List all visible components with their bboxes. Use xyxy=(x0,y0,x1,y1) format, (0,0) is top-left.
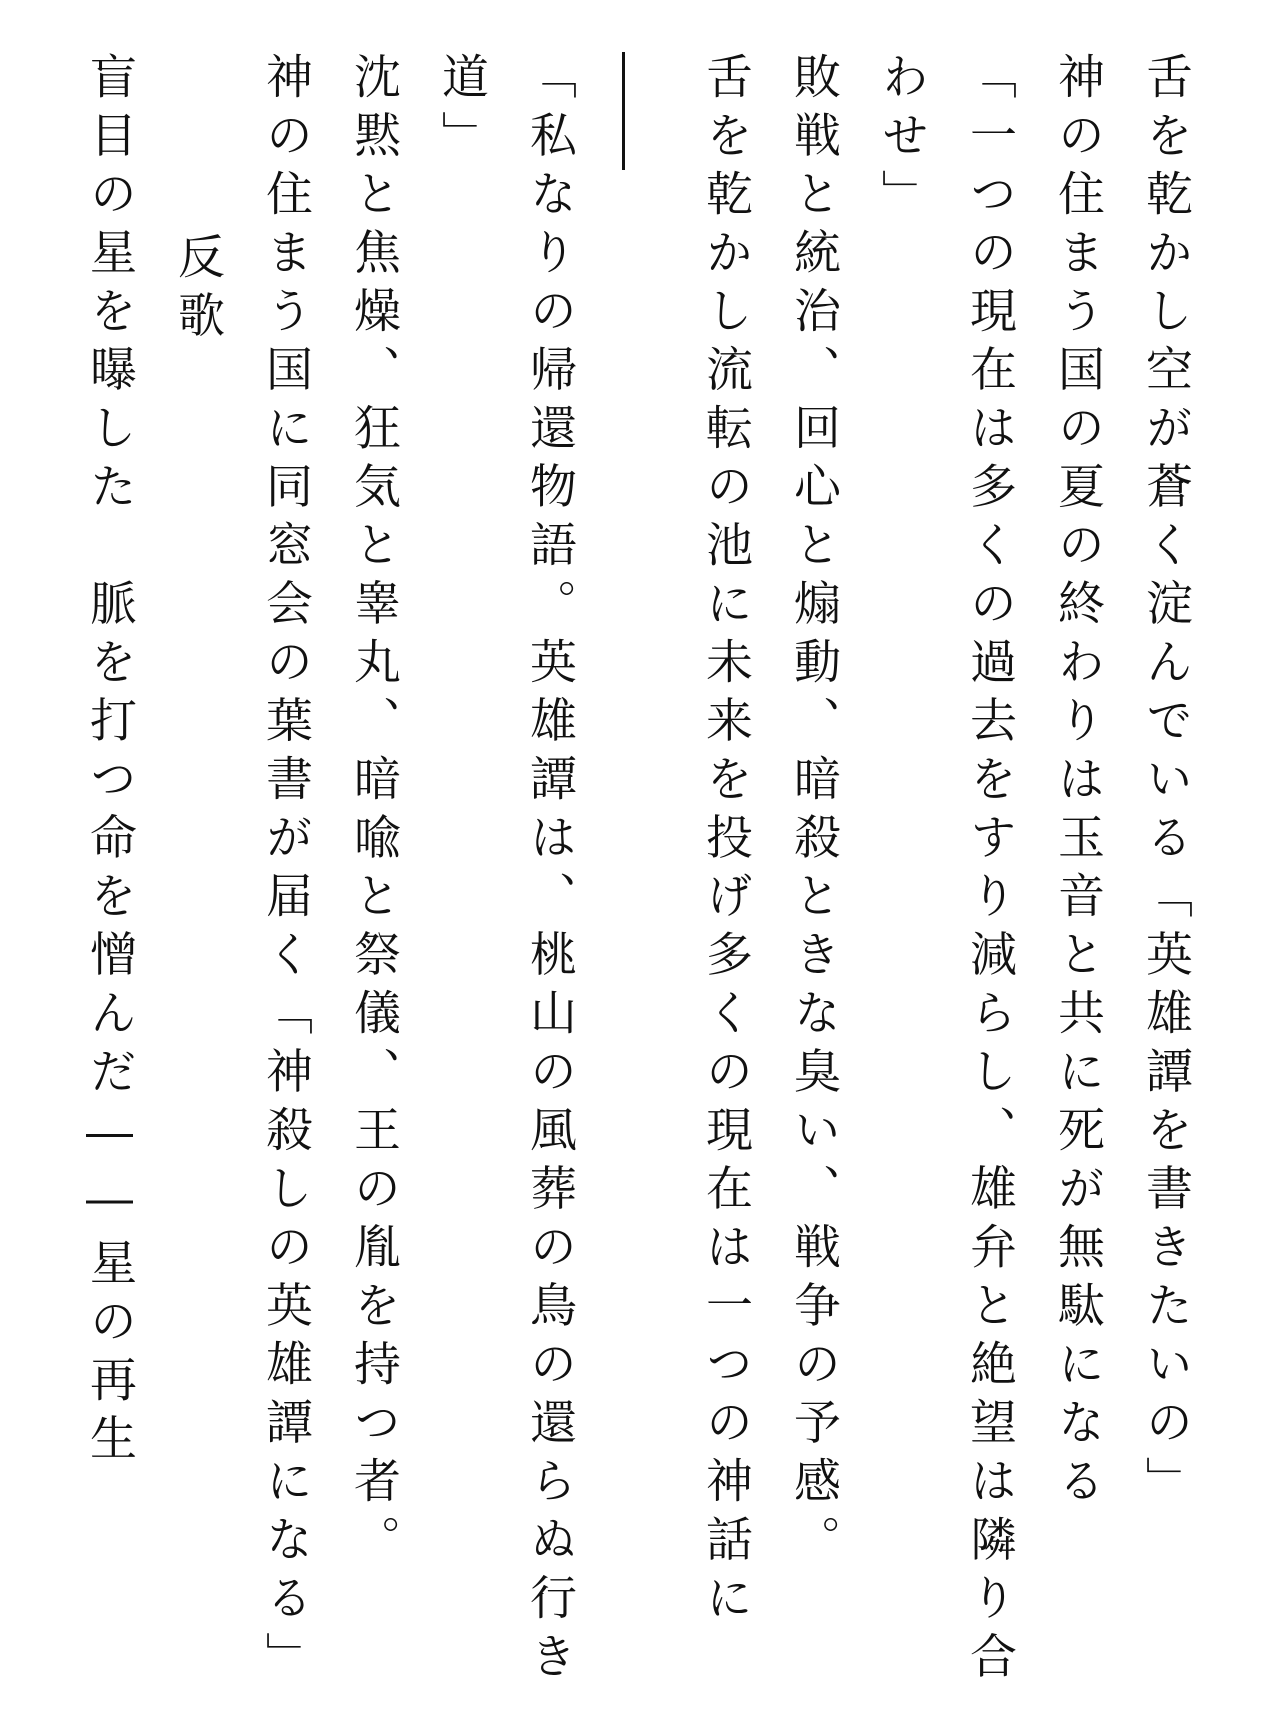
text-line-6: 舌を乾かし流転の池に未来を投げ多くの現在は一つの神話に xyxy=(698,52,753,1632)
section-divider xyxy=(622,52,625,170)
hanka-heading: 反歌 xyxy=(170,232,225,349)
text-line-1: 舌を乾かし空が蒼く淀んでいる「英雄譚を書きたいの」 xyxy=(1138,52,1193,1515)
text-line-4: わせ」 xyxy=(874,52,929,228)
text-line-7: 「私なりの帰還物語。英雄譚は、桃山の風葬の鳥の還らぬ行き xyxy=(522,52,577,1690)
text-line-2: 神の住まう国の夏の終わりは玉音と共に死が無駄になる xyxy=(1050,52,1105,1515)
text-line-8: 道」 xyxy=(434,52,489,169)
text-line-9: 沈黙と焦燥、狂気と睾丸、暗喩と祭儀、王の胤を持つ者。 xyxy=(346,52,401,1573)
text-line-12: 盲目の星を曝した 脈を打つ命を憎んだ――星の再生 xyxy=(82,52,137,1472)
text-line-3: 「一つの現在は多くの過去をすり減らし、雄弁と絶望は隣り合 xyxy=(962,52,1017,1690)
text-line-10: 神の住まう国に同窓会の葉書が届く「神殺しの英雄譚になる」 xyxy=(258,52,313,1690)
text-line-5: 敗戦と統治、回心と煽動、暗殺ときな臭い、戦争の予感。 xyxy=(786,52,841,1573)
